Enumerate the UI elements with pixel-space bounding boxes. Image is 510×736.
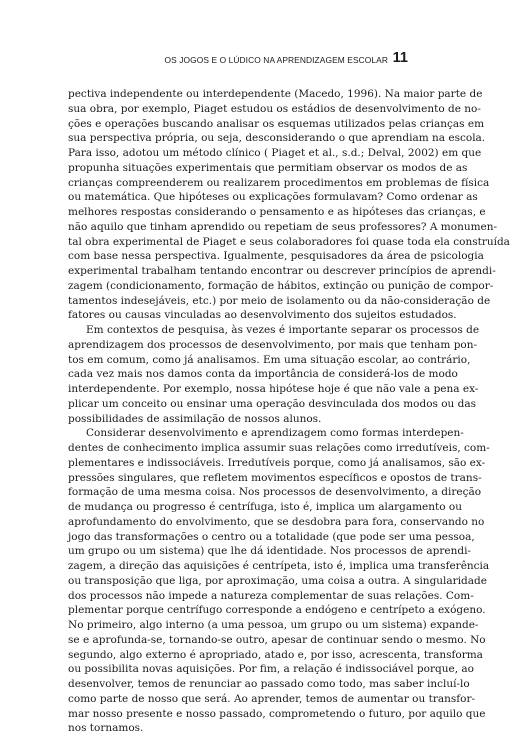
paragraph-3	[68, 426, 490, 736]
text-line: interdependente. Por exemplo, nossa hipótese hoje é que não vale a pena ex-	[68, 383, 479, 395]
text-line: jogo das transformações o centro ou a totalidade (que pode ser uma pessoa,	[68, 530, 475, 543]
text-line: aprofundamento do envolvimento, que se desdobra para fora, conservando no	[68, 515, 485, 528]
text-line: desenvolver, temos de renunciar ao passado como todo, mas saber incluí-lo	[68, 678, 470, 690]
text-line: Considerar desenvolvimento e aprendizagem como formas interdepen-	[86, 427, 464, 440]
text-line: tal obra experimental de Piaget e seus colaboradores foi quase toda ela construída	[68, 235, 510, 248]
paragraph-1	[68, 87, 510, 323]
text-line: melhores respostas considerando o pensamento e as hipóteses das crianças, e	[68, 206, 486, 218]
running-header	[68, 50, 408, 70]
text-line: aprendizagem dos processos de desenvolvimento, por mais que tenham pon-	[68, 338, 478, 351]
text-line: possibilidades de assimilação de nossos alunos.	[68, 412, 322, 425]
text-line: com base nessa perspectiva. Igualmente, pesquisadores da área de psicologia	[68, 250, 484, 263]
text-line: formação de uma mesma coisa. Nos processos de desenvolvimento, a direção	[68, 486, 482, 499]
text-line: se e aprofunda-se, tornando-se outro, apesar de continuar sendo o mesmo. No	[68, 633, 486, 646]
text-line: experimental trabalham tentando encontrar ou descrever princípios de aprendi-	[68, 265, 496, 277]
text-line: Para isso, adotou um método clínico ( Piaget et al., s.d.; Delval, 2002) em que	[68, 147, 482, 159]
text-line: zagem, a direção das aquisições é centrípeta, isto é, implica uma transferência	[68, 560, 490, 572]
text-line: Em contextos de pesquisa, às vezes é importante separar os processos de	[86, 324, 480, 336]
text-line: não aquilo que tinham aprendido ou repetiam de seus professores? A monumen-	[68, 220, 498, 233]
text-line: tamentos indesejáveis, etc.) por meio de isolamento ou da não-consideração de	[68, 294, 491, 307]
text-line: ções e operações buscando analisar os esquemas utilizados pelas crianças em	[68, 117, 485, 130]
text-line: cada vez mais nos damos conta da importância de considerá-los de modo	[68, 368, 458, 381]
text-line: pressões singulares, que refletem movimentos específicos e opostos de trans-	[68, 471, 482, 484]
text-line: plementares e indissociáveis. Irredutíveis porque, como já analisamos, são ex-	[68, 456, 486, 469]
text-line: No primeiro, algo interno (a uma pessoa, um grupo ou um sistema) expande-	[68, 619, 479, 631]
text-line: ou transposição que liga, por aproximação, uma coisa a outra. A singularidade	[68, 574, 487, 587]
text-line: plementar porque centrífugo corresponde a endógeno e centrípeto a exógeno.	[68, 604, 486, 617]
text-line: plicar um conceito ou ensinar uma operação desvinculada dos modos ou das	[68, 397, 477, 410]
text-line: de mudança ou progresso é centrífuga, isto é, implica um alargamento ou	[68, 501, 462, 513]
text-line: nos tornamos.	[68, 722, 144, 735]
text-line: crianças compreenderem ou realizarem procedimentos em problemas de física	[68, 176, 490, 189]
text-line: propunha situações experimentais que permitiam observar os modos de as	[68, 161, 468, 174]
text-line: como parte de nosso que será. Ao aprender, temos de aumentar ou transfor-	[68, 692, 476, 705]
text-line: um grupo ou um sistema) que lhe dá identidade. Nos processos de aprendi-	[68, 545, 471, 558]
text-line: sua obra, por exemplo, Piaget estudou os estádios de desenvolvimento de no-	[68, 102, 481, 115]
text-line: segundo, algo externo é apropriado, atado e, por isso, acrescenta, transforma	[68, 648, 483, 661]
text-line: tos em comum, como já analisamos. Em uma situação escolar, ao contrário,	[68, 353, 471, 366]
running-header-title: OS JOGOS E O LÚDICO NA APRENDIZAGEM ESCOLAR	[164, 55, 388, 65]
text-line: dos processos não impede a natureza complementar de suas relações. Com-	[68, 589, 474, 602]
text-line: fatores ou causas vinculadas ao desenvolvimento dos sujeitos estudados.	[68, 309, 457, 322]
text-line: pectiva independente ou interdependente (Macedo, 1996). Na maior parte de	[68, 88, 483, 100]
page-number: 11	[392, 50, 408, 66]
body-text	[68, 87, 510, 736]
text-line: mar nosso presente e nosso passado, comprometendo o futuro, por aquilo que	[68, 707, 486, 720]
text-line: sua perspectiva própria, ou seja, desconsiderando o que aprendiam na escola.	[68, 132, 486, 145]
text-line: ou possibilita novas aquisições. Por fim, a relação é indissociável porque, ao	[68, 663, 474, 676]
text-line: dentes de conhecimento implica assumir suas relações como irredutíveis, com-	[68, 442, 490, 454]
text-line: ou matemática. Que hipóteses ou explicações formulavam? Como ordenar as	[68, 191, 478, 204]
text-line: zagem (condicionamento, formação de hábitos, extinção ou punição de compor-	[68, 279, 494, 292]
paragraph-2	[68, 323, 480, 426]
